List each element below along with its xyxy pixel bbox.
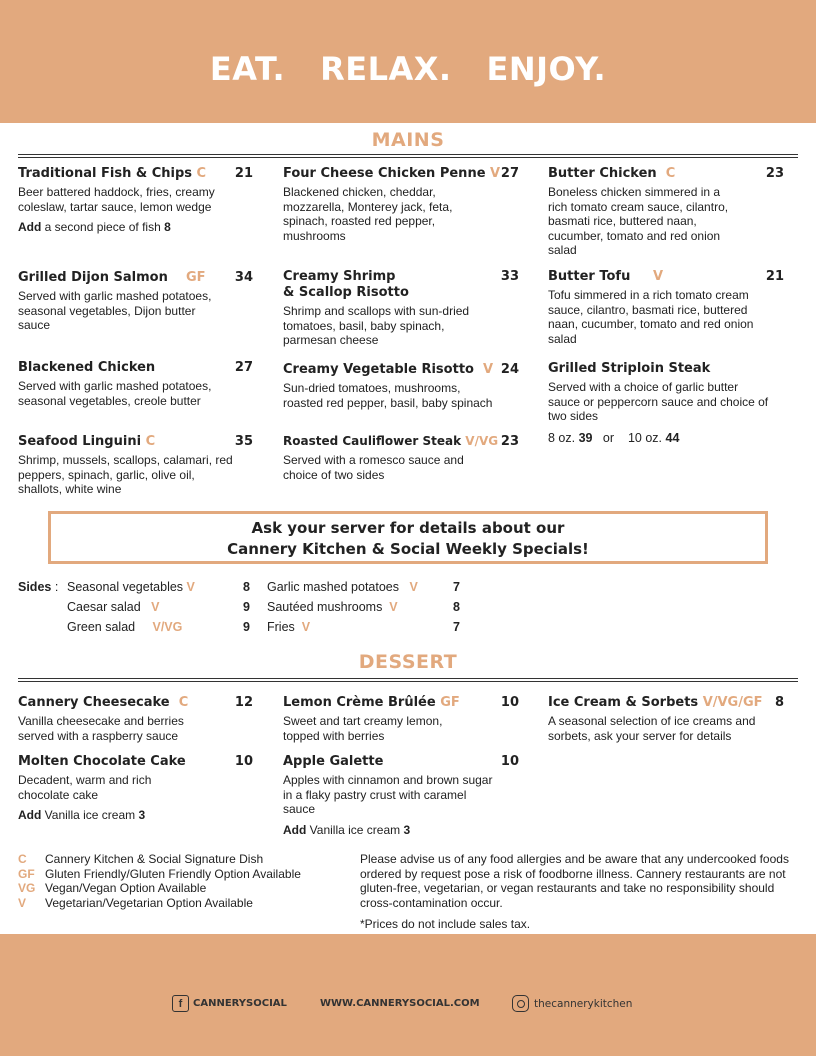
tax-notice: *Prices do not include sales tax. — [360, 917, 531, 931]
item-name: Roasted Cauliflower Steak — [283, 434, 462, 448]
side-item: Seasonal vegetables V 8 — [67, 580, 250, 594]
item-name: Creamy Shrimp — [283, 269, 396, 284]
item-description: A seasonal selection of ice creams and sorbets, ask your server for details — [548, 714, 756, 743]
legend-row: C Cannery Kitchen & Social Signature Dish — [18, 852, 264, 866]
instagram-handle: thecannerykitchen — [534, 997, 633, 1010]
item-description: Sun-dried tomatoes, mushrooms, roasted red pepper, basil, baby spinach — [283, 381, 493, 410]
item-name: Butter Tofu — [548, 269, 631, 284]
facebook-link[interactable] — [172, 995, 287, 1012]
menu-item — [18, 166, 253, 234]
legend-row: V Vegetarian/Vegetarian Option Available — [18, 895, 253, 910]
side-item: Caesar salad V 9 — [67, 600, 250, 614]
item-description: Vanilla cheesecake and berries served with a raspberry sauce — [18, 714, 184, 743]
item-tag: C — [178, 695, 189, 710]
menu-item — [283, 754, 519, 837]
specials-line1: Ask your server for details about our — [251, 519, 565, 537]
item-price: 24 — [500, 362, 519, 377]
item-price: 34 — [234, 270, 253, 285]
menu-item — [18, 360, 253, 408]
menu-item — [18, 754, 253, 822]
item-tag: C — [145, 434, 156, 449]
legend — [18, 852, 301, 910]
legend-row: GF Gluten Friendly/Gluten Friendly Option Available — [18, 866, 301, 881]
item-price: 10 — [500, 695, 519, 710]
side-item: Green salad V/VG 9 — [67, 620, 250, 634]
item-addon: Add a second piece of fish 8 — [18, 220, 171, 234]
item-tag: GF — [440, 695, 460, 710]
item-name: Creamy Vegetable Risotto — [283, 362, 474, 377]
specials-box — [48, 511, 768, 564]
item-description: Boneless chicken simmered in a rich tomato cream sauce, cilantro, basmati rice, buttered naan, cucumber, tomato and red onion salad — [548, 185, 729, 257]
item-description: Tofu simmered in a rich tomato cream sauce, cilantro, basmati rice, buttered naan, cucumber, tomato and red onion salad — [548, 288, 754, 346]
item-name: Blackened Chicken — [18, 360, 156, 375]
menu-item — [548, 361, 784, 445]
legend-row: VG Vegan/Vegan Option Available — [18, 881, 207, 895]
item-price: 10 — [234, 754, 253, 769]
sides-label: Sides : — [18, 580, 59, 594]
item-description: Shrimp, mussels, scallops, calamari, red peppers, spinach, garlic, olive oil, shallots, white wine — [18, 453, 233, 496]
facebook-handle: CANNERYSOCIAL — [193, 998, 287, 1009]
item-name-line2: & Scallop Risotto — [283, 285, 409, 300]
specials-line2: Cannery Kitchen & Social Weekly Specials! — [227, 540, 589, 558]
instagram-icon — [512, 995, 529, 1012]
side-item: Garlic mashed potatoes V 7 — [267, 580, 460, 594]
item-price: 21 — [765, 269, 784, 284]
menu-item — [18, 695, 253, 743]
menu-item — [283, 166, 519, 243]
item-price: 33 — [500, 269, 519, 284]
website-link[interactable]: WWW.CANNERYSOCIAL.COM — [320, 998, 480, 1009]
item-name: Butter Chicken — [548, 166, 657, 181]
item-name: Ice Cream & Sorbets — [548, 695, 699, 710]
item-tag: V/VG/GF — [702, 695, 763, 710]
menu-item — [283, 362, 519, 410]
item-name: Seafood Linguini — [18, 434, 142, 449]
item-tag: V/VG — [465, 434, 499, 448]
item-description: Sweet and tart creamy lemon, topped with berries — [283, 714, 443, 743]
item-description: Shrimp and scallops with sun-dried tomatoes, basil, baby spinach, parmesan cheese — [283, 304, 470, 347]
side-item: Sautéed mushrooms V 8 — [267, 600, 460, 614]
item-name: Lemon Crème Brûlée — [283, 695, 436, 710]
mains-title: MAINS — [371, 129, 445, 151]
item-name: Grilled Dijon Salmon — [18, 270, 168, 285]
item-name: Cannery Cheesecake — [18, 695, 170, 710]
instagram-link[interactable] — [512, 995, 632, 1012]
menu-item — [548, 695, 784, 743]
dessert-divider — [18, 678, 798, 682]
mains-divider — [18, 154, 798, 158]
item-price: 8 — [774, 695, 784, 710]
item-addon: Add Vanilla ice cream 3 — [18, 808, 146, 822]
item-addon: Add Vanilla ice cream 3 — [283, 822, 411, 837]
item-tag: V — [490, 166, 501, 181]
item-description: Apples with cinnamon and brown sugar in a flaky pastry crust with caramel sauce — [283, 773, 493, 816]
steak-sizes: 8 oz. 39 or 10 oz. 44 — [548, 430, 680, 445]
allergy-notice: Please advise us of any food allergies and be aware that any undercooked foods ordered by request pose a risk of foodborne illness. Cannery restaurants are not gluten-free, vegetarian, or vegan restaurants and take no responsibility should cross-contamination occur. — [360, 852, 789, 910]
item-description: Beer battered haddock, fries, creamy coleslaw, tartar sauce, lemon wedge — [18, 185, 215, 214]
item-price: 12 — [234, 695, 253, 710]
item-price: 23 — [765, 166, 784, 181]
item-price: 27 — [234, 360, 253, 375]
item-price: 23 — [500, 434, 519, 449]
dessert-title: DESSERT — [358, 651, 458, 673]
item-name: Molten Chocolate Cake — [18, 754, 186, 769]
menu-item — [283, 269, 519, 348]
menu-item — [18, 270, 253, 333]
item-description: Decadent, warm and rich chocolate cake — [18, 773, 152, 802]
item-price: 10 — [500, 754, 519, 769]
menu-item — [18, 434, 253, 497]
footer-banner — [0, 934, 816, 1056]
item-description: Served with garlic mashed potatoes, seasonal vegetables, creole butter — [18, 379, 212, 408]
menu-item — [283, 434, 519, 482]
item-price: 35 — [234, 434, 253, 449]
item-description: Blackened chicken, cheddar, mozzarella, Monterey jack, feta, spinach, roasted red pepper, mushrooms — [283, 185, 453, 243]
item-tag: GF — [185, 270, 206, 285]
item-name: Grilled Striploin Steak — [548, 361, 711, 376]
menu-item — [548, 166, 784, 258]
item-tag: V — [483, 362, 494, 377]
item-name: Apple Galette — [283, 754, 384, 769]
menu-item — [283, 695, 519, 743]
item-price: 27 — [500, 166, 519, 181]
item-tag: C — [665, 166, 676, 181]
menu-item — [548, 269, 784, 346]
item-name: Four Cheese Chicken Penne — [283, 166, 486, 181]
item-tag: V — [652, 269, 664, 284]
item-price: 21 — [234, 166, 253, 181]
item-description: Served with garlic mashed potatoes, seasonal vegetables, Dijon butter sauce — [18, 289, 212, 332]
tagline: EAT. RELAX. ENJOY. — [209, 50, 607, 88]
facebook-icon: f — [172, 995, 189, 1012]
item-tag: C — [196, 166, 207, 181]
item-description: Served with a romesco sauce and choice of two sides — [283, 453, 464, 482]
item-name: Traditional Fish & Chips — [18, 166, 193, 181]
item-description: Served with a choice of garlic butter sauce or peppercorn sauce and choice of two sides — [548, 380, 769, 423]
side-item: Fries V 7 — [267, 620, 460, 634]
